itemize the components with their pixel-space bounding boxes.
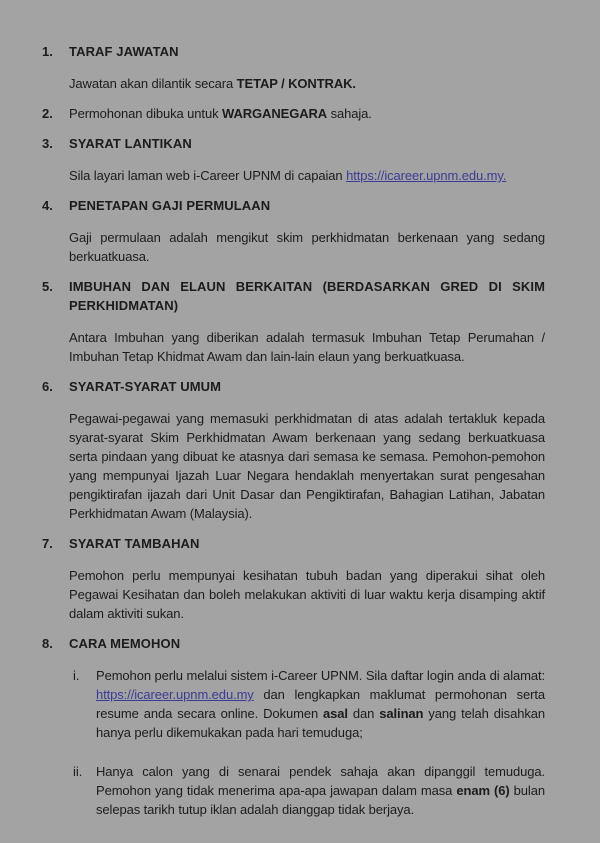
section-number: 3. bbox=[42, 136, 53, 151]
list-item-marker: i. bbox=[73, 668, 80, 683]
text-run: Pegawai-pegawai yang memasuki perkhidmatan di atas adalah tertakluk kepada syarat-syarat Skim Perkhidmatan Awam berkenaan yang sedang berkuatkuasa serta pindaan yang dibuat ke atasnya dari semasa ke semasa. Pemohon-pemohon yang mempunyai Ijazah Luar Negara hendaklah menyertakan surat pengesahan pengiktirafan ijazah dari Unit Dasar dan Pengiktirafan, Bahagian Latihan, Jabatan Perkhidmatan Awam (Malaysia). bbox=[69, 411, 545, 521]
text-run: dan bbox=[347, 706, 380, 721]
section-paragraph bbox=[69, 74, 545, 93]
section-syarat-tambahan bbox=[42, 534, 545, 634]
section-number: 1. bbox=[42, 44, 53, 59]
section-heading: SYARAT LANTIKAN bbox=[69, 136, 192, 151]
text-run: sahaja. bbox=[327, 106, 372, 121]
section-imbuhan-elaun bbox=[42, 277, 545, 377]
section-taraf-jawatan bbox=[42, 42, 545, 104]
section-heading: SYARAT TAMBAHAN bbox=[69, 536, 200, 551]
section-number: 5. bbox=[42, 279, 53, 294]
section-paragraph bbox=[69, 166, 545, 185]
text-run: Permohonan dibuka untuk bbox=[69, 106, 222, 121]
list-item-ii bbox=[73, 762, 545, 819]
text-run: Pemohon perlu mempunyai kesihatan tubuh badan yang diperakui sihat oleh Pegawai Kesihatan dan boleh melakukan aktiviti di luar waktu kerja disamping aktif dalam aktiviti sukan. bbox=[69, 568, 545, 621]
icareer-link[interactable]: https://icareer.upnm.edu.my. bbox=[346, 168, 507, 183]
list-item-marker: ii. bbox=[73, 764, 83, 779]
section-paragraph bbox=[69, 104, 545, 123]
text-run: bulan selepas tarikh tutup iklan adalah dianggap tidak berjaya. bbox=[96, 783, 545, 817]
text-run: Sila layari laman web i-Career UPNM di capaian bbox=[69, 168, 347, 183]
text-run: yang telah disahkan hanya perlu dikemukakan pada hari temuduga; bbox=[96, 706, 545, 740]
section-heading: TARAF JAWATAN bbox=[69, 44, 179, 59]
text-run: Gaji permulaan adalah mengikut skim perkhidmatan berkenaan yang sedang berkuatkuasa. bbox=[69, 230, 545, 264]
bold-text-run: salinan bbox=[379, 706, 424, 721]
text-run: Antara Imbuhan yang diberikan adalah termasuk Imbuhan Tetap Perumahan / Imbuhan Tetap Khidmat Awam dan lain-lain elaun yang berkuatkuasa. bbox=[69, 330, 545, 364]
section-number: 8. bbox=[42, 636, 53, 651]
section-heading: PENETAPAN GAJI PERMULAAN bbox=[69, 198, 271, 213]
text-run: Hanya calon yang di senarai pendek sahaja akan dipanggil temuduga. Pemohon yang tidak menerima apa-apa jawapan dalam masa bbox=[96, 764, 545, 798]
section-syarat-lantikan bbox=[42, 134, 545, 196]
bold-text-run: TETAP / KONTRAK. bbox=[236, 76, 356, 91]
section-number: 6. bbox=[42, 379, 53, 394]
bold-text-run: enam (6) bbox=[456, 783, 510, 798]
section-number: 4. bbox=[42, 198, 53, 213]
text-run: Pemohon perlu melalui sistem i-Career UPNM. Sila daftar login anda di alamat: bbox=[96, 668, 545, 683]
text-run: Jawatan akan dilantik secara bbox=[69, 76, 237, 91]
section-paragraph bbox=[69, 409, 545, 523]
section-heading: CARA MEMOHON bbox=[69, 636, 181, 651]
section-paragraph bbox=[69, 228, 545, 266]
section-number: 7. bbox=[42, 536, 53, 551]
section-cara-memohon bbox=[42, 634, 545, 819]
section-paragraph bbox=[69, 566, 545, 623]
section-syarat-umum bbox=[42, 377, 545, 534]
section-heading: SYARAT-SYARAT UMUM bbox=[69, 379, 222, 394]
text-run: dan lengkapkan maklumat permohonan serta resume anda secara online. Dokumen bbox=[96, 687, 545, 721]
bold-text-run: WARGANEGARA bbox=[222, 106, 328, 121]
list-item-i bbox=[73, 666, 545, 762]
section-number: 2. bbox=[42, 106, 53, 121]
section-paragraph bbox=[69, 328, 545, 366]
section-penetapan-gaji bbox=[42, 196, 545, 277]
section-heading: IMBUHAN DAN ELAUN BERKAITAN (BERDASARKAN GRED DI SKIM PERKHIDMATAN) bbox=[69, 279, 545, 313]
bold-text-run: asal bbox=[323, 706, 348, 721]
icareer-link[interactable]: https://icareer.upnm.edu.my bbox=[96, 687, 254, 702]
list-item-paragraph bbox=[96, 666, 545, 742]
section-permohonan bbox=[42, 104, 545, 134]
list-item-paragraph bbox=[96, 762, 545, 819]
